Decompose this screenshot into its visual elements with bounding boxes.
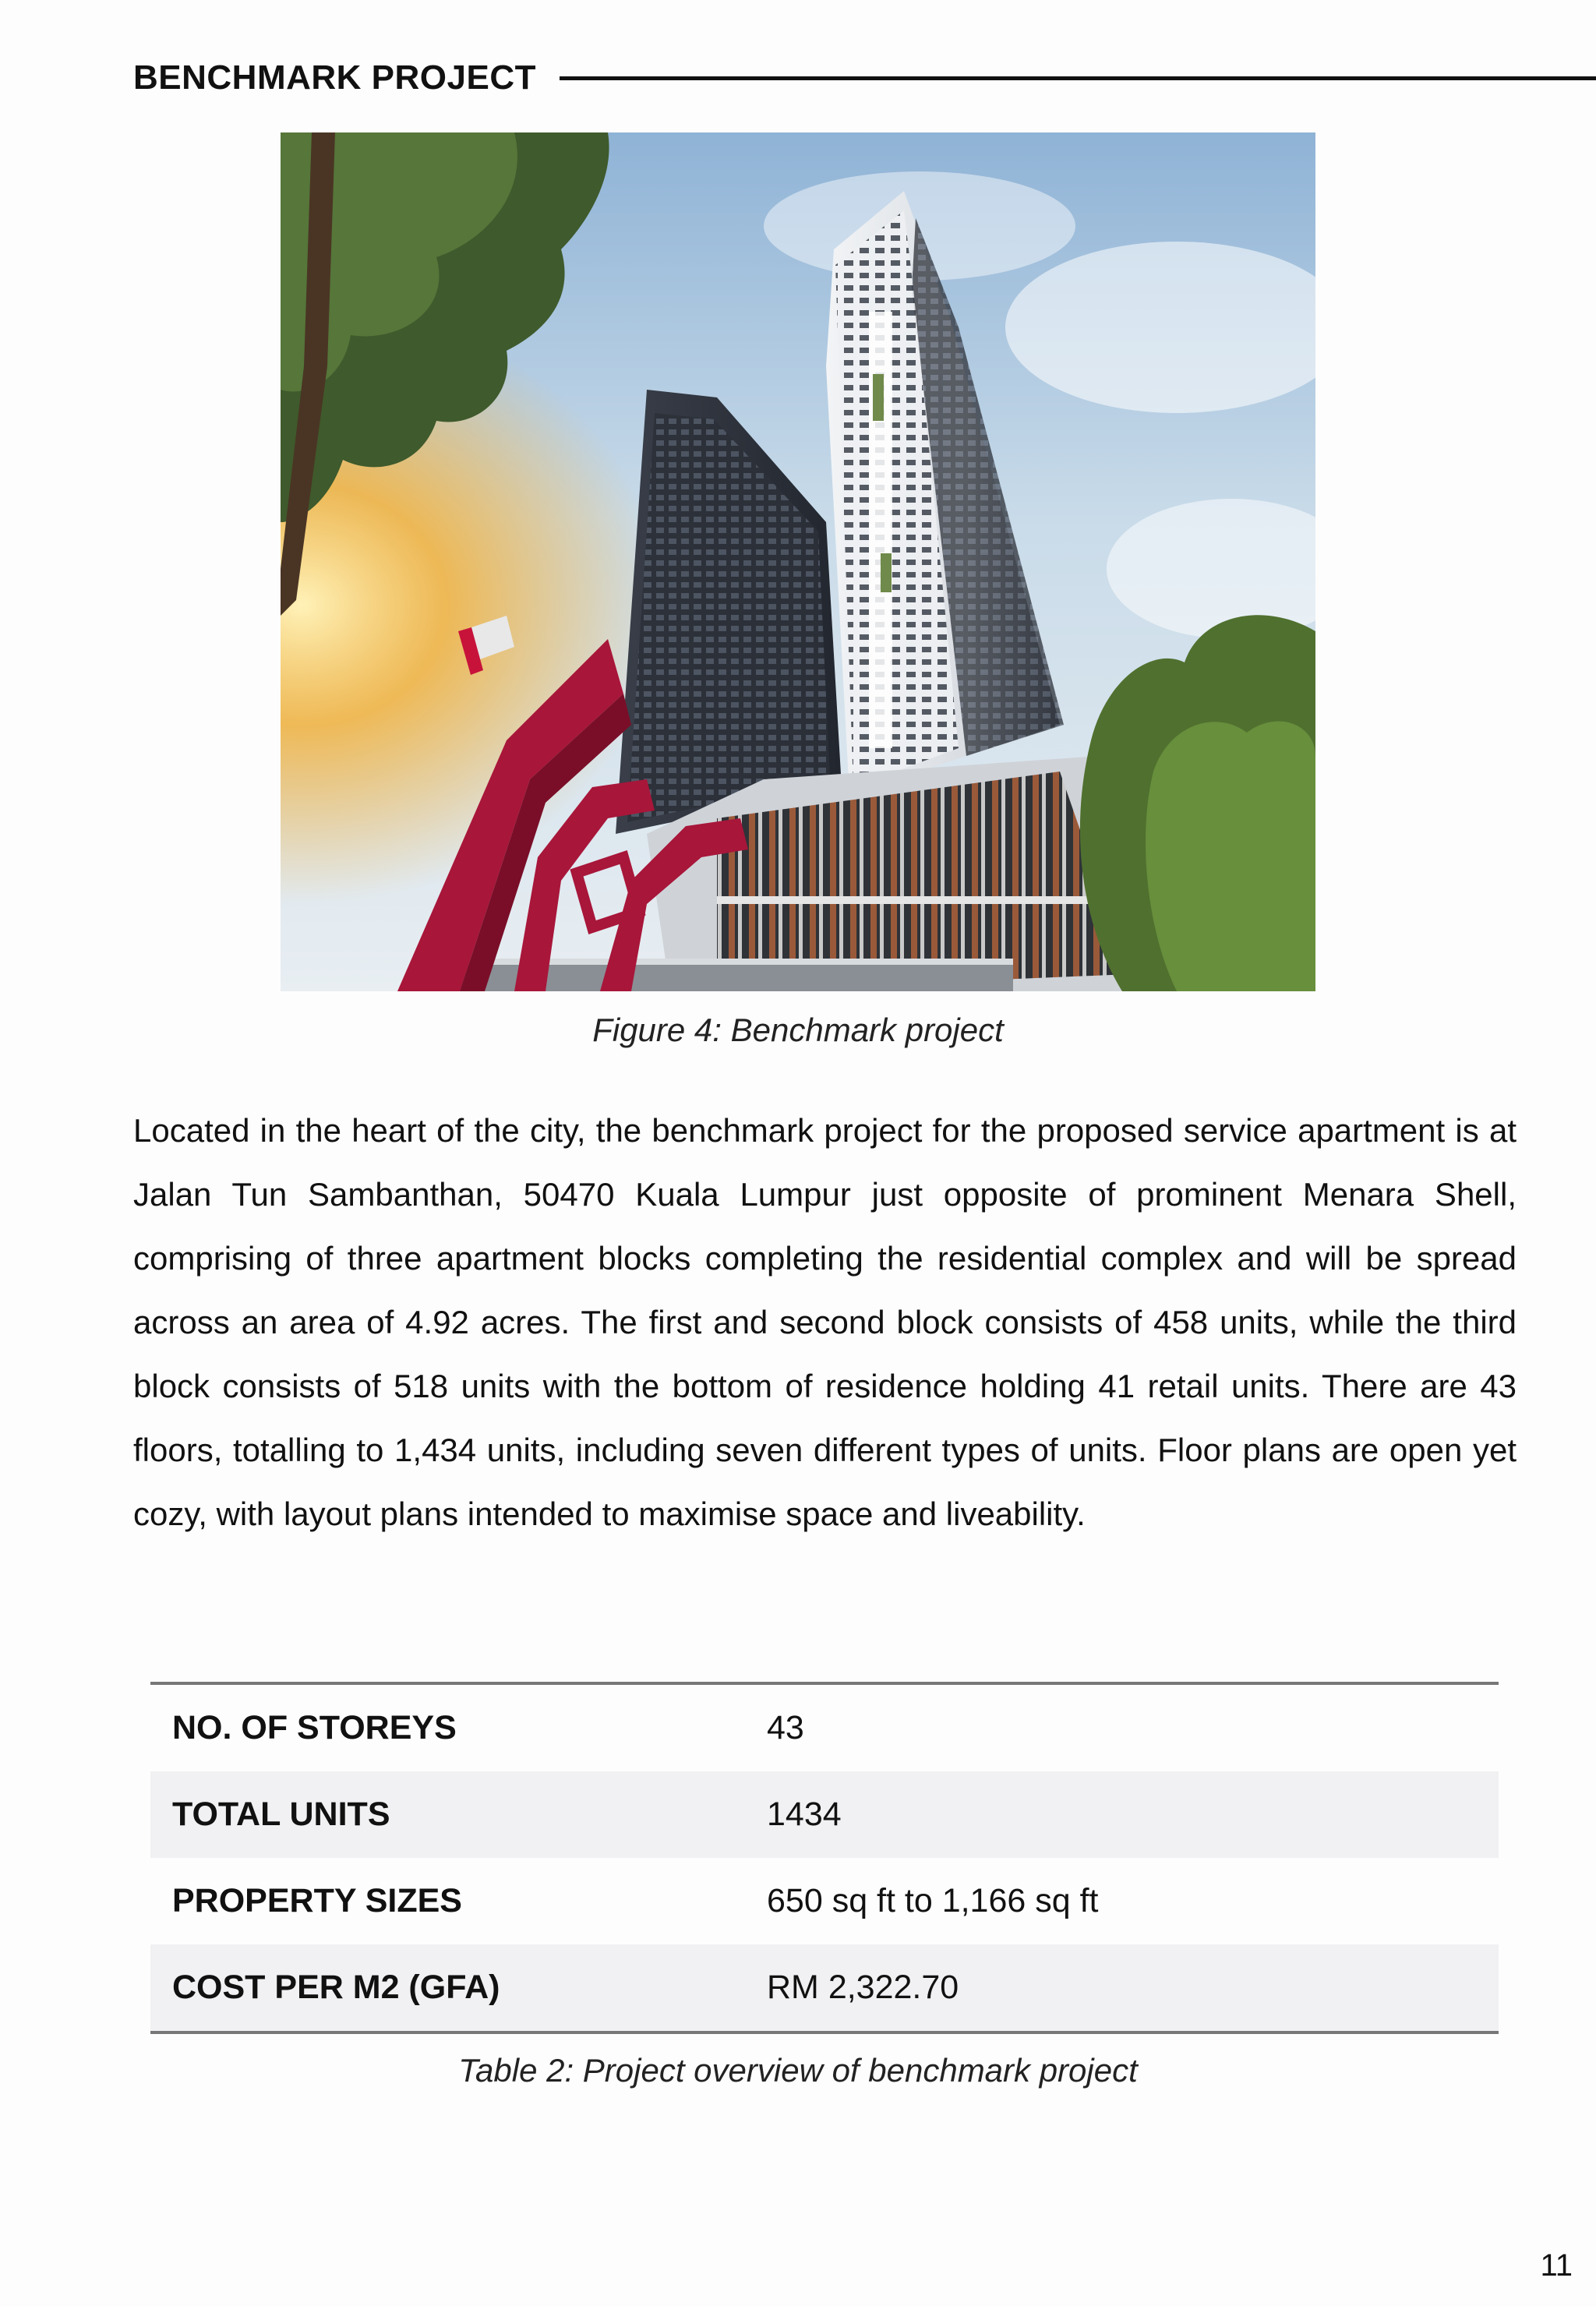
row-label: NO. OF STOREYS xyxy=(172,1709,457,1746)
project-overview-table xyxy=(150,1682,1499,2034)
body-paragraph: Located in the heart of the city, the benchmark project for the proposed service apartment is at Jalan Tun Sambanthan, 50470 Kuala Lumpur just opposite of prominent Menara Shell, comprising of three apartment blocks completing the residential complex and will be spread across an area of 4.92 acres. The first and second block consists of 458 units, while the third block consists of 518 units with the bottom of residence holding 41 retail units. There are 43 floors, totalling to 1,434 units, including seven different types of units. Floor plans are open yet cozy, with layout plans intended to maximise space and liveability. xyxy=(133,1112,1517,1532)
row-label: TOTAL UNITS xyxy=(150,1771,745,1858)
section-title: BENCHMARK PROJECT xyxy=(133,58,536,97)
row-value: RM 2,322.70 xyxy=(745,1944,1499,2032)
benchmark-project-image xyxy=(281,132,1315,991)
table-row xyxy=(150,1944,1499,2032)
row-value: 1434 xyxy=(745,1771,1499,1858)
table-row xyxy=(150,1683,1499,1771)
row-label: PROPERTY SIZES xyxy=(172,1882,462,1919)
figure-caption: Figure 4: Benchmark project xyxy=(592,1012,1004,1048)
table-row xyxy=(150,1771,1499,1858)
table-row xyxy=(150,1858,1499,1944)
row-label: COST PER M2 (GFA) xyxy=(150,1944,745,2032)
page-number: 11 xyxy=(1540,2248,1573,2283)
header-rule xyxy=(560,76,1596,80)
row-value: 43 xyxy=(767,1709,804,1746)
table-caption: Table 2: Project overview of benchmark project xyxy=(458,2052,1138,2089)
row-value: 650 sq ft to 1,166 sq ft xyxy=(767,1882,1099,1919)
page-header xyxy=(133,55,1596,101)
